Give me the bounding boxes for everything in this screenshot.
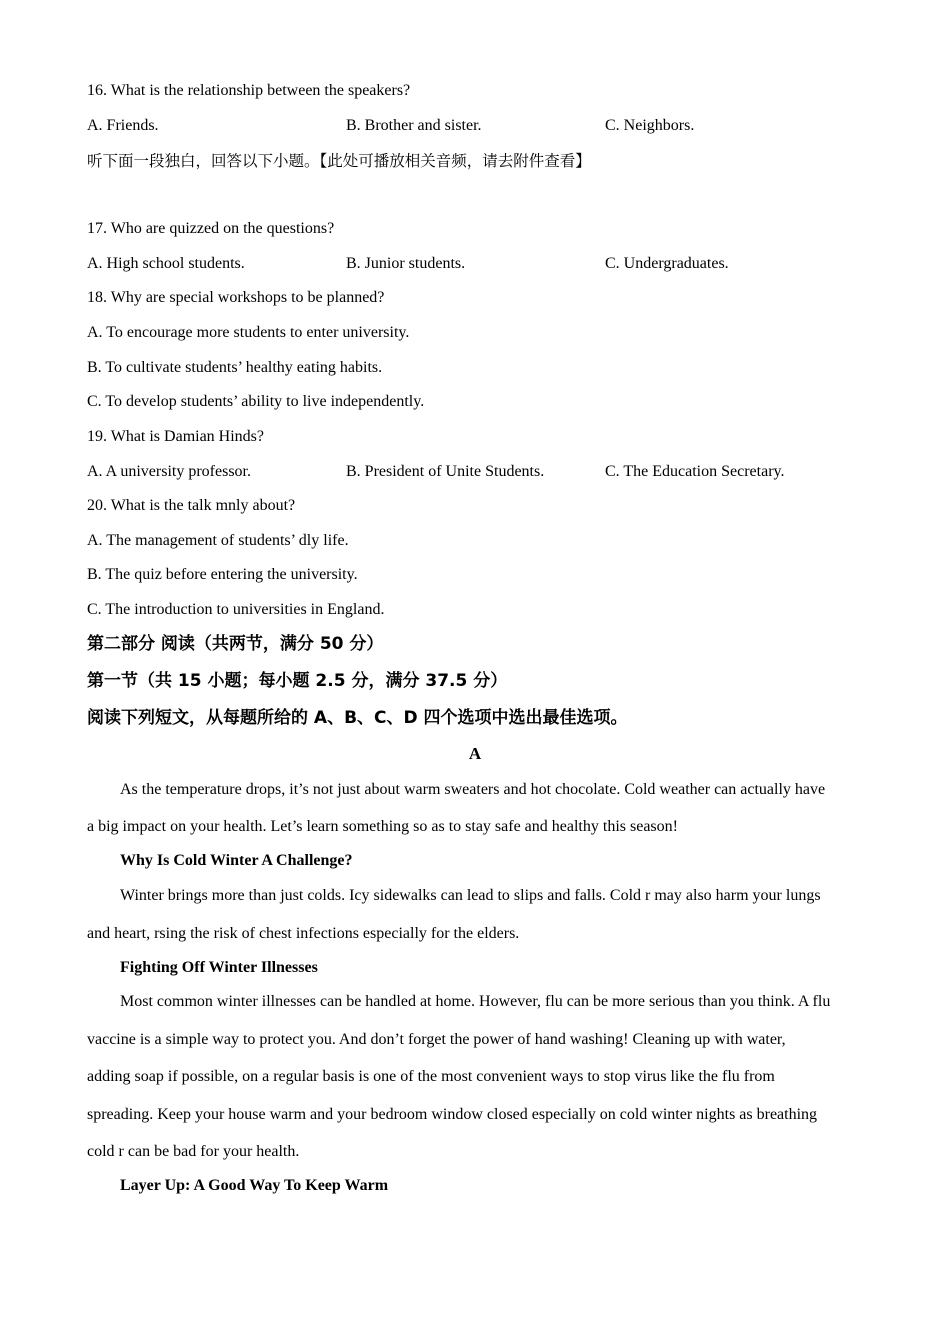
intro-line-2: a big impact on your health. Let’s learn something so as to stay safe and healthy this season! [87, 818, 678, 835]
q20-option-b: B. The quiz before entering the university. [87, 566, 358, 583]
q20-option-a: A. The management of students’ dly life. [87, 532, 349, 549]
para2-line-3: adding soap if possible, on a regular basis is one of the most convenient ways to stop virus like the flu from [87, 1068, 775, 1085]
q19-option-b: B. President of Unite Students. [346, 463, 545, 480]
part2-title: 第二部分 阅读（共两节，满分 50 分） [87, 634, 384, 654]
q18-option-b: B. To cultivate students’ healthy eating habits. [87, 359, 383, 376]
heading-layer-up: Layer Up: A Good Way To Keep Warm [120, 1177, 389, 1194]
q16-option-c: C. Neighbors. [605, 117, 695, 134]
reading-instruction: 阅读下列短文，从每题所给的 A、B、C、D 四个选项中选出最佳选项。 [87, 708, 628, 728]
q20-option-c: C. The introduction to universities in England. [87, 601, 385, 618]
q17-option-c: C. Undergraduates. [605, 255, 729, 272]
question-17: 17. Who are quizzed on the questions? [87, 220, 335, 237]
q17-option-a: A. High school students. [87, 255, 245, 272]
para2-line-1: Most common winter illnesses can be handled at home. However, flu can be more serious than you think. A flu [120, 993, 831, 1010]
section1-title: 第一节（共 15 小题；每小题 2.5 分，满分 37.5 分） [87, 671, 508, 691]
q16-option-b: B. Brother and sister. [346, 117, 482, 134]
q17-option-b: B. Junior students. [346, 255, 466, 272]
para2-line-4: spreading. Keep your house warm and your bedroom window closed especially on cold winter nights as breathing [87, 1106, 818, 1123]
para2-line-5: cold r can be bad for your health. [87, 1143, 300, 1160]
q18-option-a: A. To encourage more students to enter university. [87, 324, 410, 341]
question-20: 20. What is the talk mnly about? [87, 497, 296, 514]
q19-option-a: A. A university professor. [87, 463, 251, 480]
question-18: 18. Why are special workshops to be planned? [87, 289, 385, 306]
listening-instruction: 听下面一段独白，回答以下小题。【此处可播放相关音频，请去附件查看】 [87, 152, 591, 170]
intro-line-1: As the temperature drops, it’s not just about warm sweaters and hot chocolate. Cold weather can actually have [120, 781, 826, 798]
para1-line-1: Winter brings more than just colds. Icy sidewalks can lead to slips and falls. Cold r may also harm your lungs [120, 887, 821, 904]
para1-line-2: and heart, rsing the risk of chest infections especially for the elders. [87, 925, 520, 942]
heading-cold-winter: Why Is Cold Winter A Challenge? [120, 852, 353, 869]
q18-option-c: C. To develop students’ ability to live independently. [87, 393, 425, 410]
passage-label: A [468, 744, 482, 763]
question-19: 19. What is Damian Hinds? [87, 428, 265, 445]
q16-option-a: A. Friends. [87, 117, 159, 134]
question-16: 16. What is the relationship between the speakers? [87, 82, 411, 99]
heading-winter-illnesses: Fighting Off Winter Illnesses [120, 959, 318, 976]
q19-option-c: C. The Education Secretary. [605, 463, 785, 480]
para2-line-2: vaccine is a simple way to protect you. And don’t forget the power of hand washing! Cleaning up with water, [87, 1031, 786, 1048]
